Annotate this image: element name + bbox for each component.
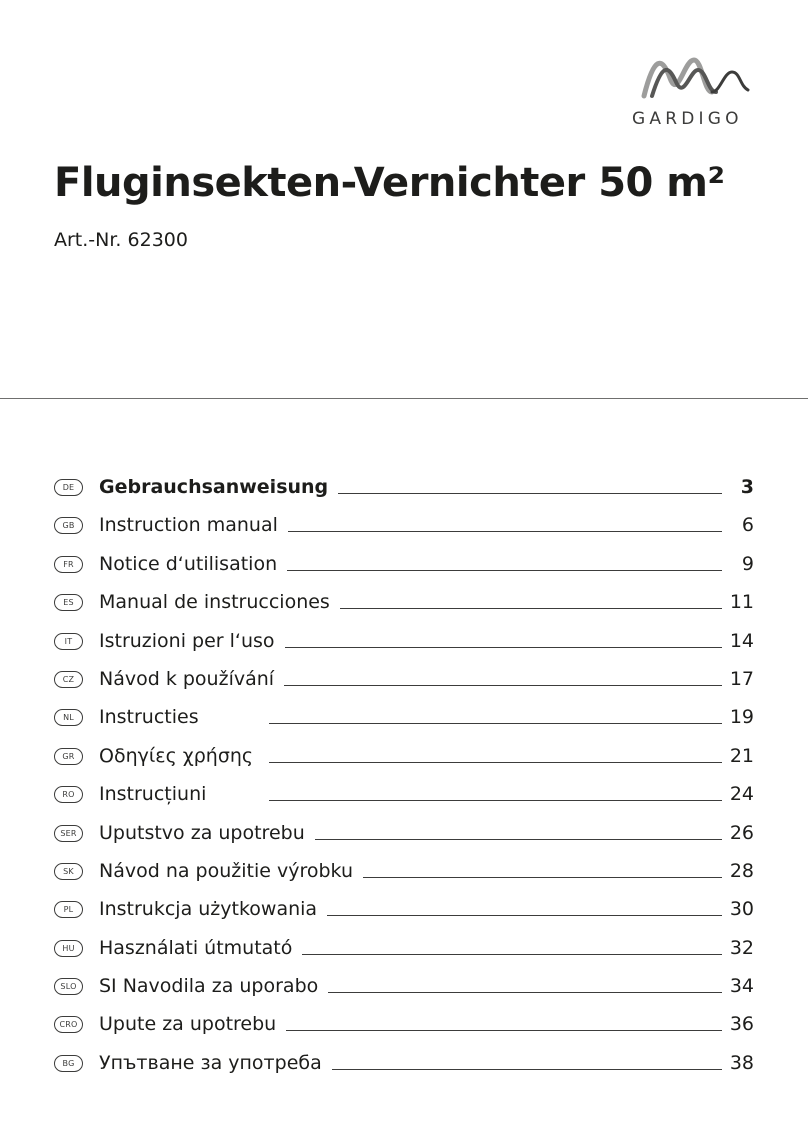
toc-page-number: 30 bbox=[729, 898, 754, 921]
leader-line bbox=[315, 839, 722, 840]
leader-line bbox=[269, 800, 722, 801]
toc-label: Használati útmutató bbox=[99, 936, 293, 959]
divider bbox=[0, 398, 808, 399]
language-code-badge: NL bbox=[54, 709, 83, 726]
leader-line bbox=[288, 531, 722, 532]
leader-line bbox=[338, 493, 722, 494]
toc-row-cz bbox=[54, 660, 754, 698]
brand-name: GARDIGO bbox=[632, 109, 743, 129]
toc-row-ro bbox=[54, 775, 754, 813]
toc-page-number: 28 bbox=[729, 859, 754, 882]
toc-row-slo bbox=[54, 967, 754, 1005]
language-code-badge: ES bbox=[54, 594, 83, 611]
leader-line bbox=[285, 647, 722, 648]
leader-line bbox=[327, 915, 722, 916]
leader-line bbox=[363, 877, 722, 878]
toc-page-number: 6 bbox=[741, 514, 754, 537]
language-code-badge: BG bbox=[54, 1055, 83, 1072]
toc-page-number: 38 bbox=[729, 1051, 754, 1074]
toc-label: Instrucțiuni bbox=[99, 783, 207, 806]
toc-row-gr bbox=[54, 737, 754, 775]
toc-row-nl bbox=[54, 698, 754, 736]
toc-page-number: 36 bbox=[729, 1013, 754, 1036]
toc-label: SI Navodila za uporabo bbox=[99, 975, 319, 998]
leader-line bbox=[286, 1030, 722, 1031]
toc-page-number: 26 bbox=[729, 821, 754, 844]
toc-label: Uputstvo za upotrebu bbox=[99, 821, 305, 844]
language-code-badge: GB bbox=[54, 517, 83, 534]
toc-label: Istruzioni per l‘uso bbox=[99, 629, 275, 652]
toc-row-fr bbox=[54, 545, 754, 583]
toc-row-hu bbox=[54, 929, 754, 967]
language-code-badge: CZ bbox=[54, 671, 83, 688]
language-code-badge: FR bbox=[54, 556, 83, 573]
toc-row-gb bbox=[54, 506, 754, 544]
toc-label: Návod k používání bbox=[99, 667, 275, 690]
leader-line bbox=[287, 570, 722, 571]
leader-line bbox=[328, 992, 722, 993]
article-number: Art.-Nr. 62300 bbox=[54, 229, 188, 251]
language-code-badge: DE bbox=[54, 479, 83, 496]
toc-page-number: 34 bbox=[729, 975, 754, 998]
toc-page-number: 21 bbox=[729, 744, 754, 767]
toc-label: Instructies bbox=[99, 706, 199, 729]
toc-label: Upute za upotrebu bbox=[99, 1013, 277, 1036]
leader-line bbox=[302, 954, 722, 955]
language-code-badge: RO bbox=[54, 786, 83, 803]
table-of-contents bbox=[54, 468, 754, 1082]
toc-row-de bbox=[54, 468, 754, 506]
toc-label: Manual de instrucciones bbox=[99, 591, 330, 614]
brand-logo bbox=[632, 52, 756, 132]
toc-page-number: 17 bbox=[729, 667, 754, 690]
toc-label: Упътване за употреба bbox=[99, 1051, 322, 1074]
language-code-badge: IT bbox=[54, 633, 83, 650]
toc-row-pl bbox=[54, 890, 754, 928]
toc-page-number: 3 bbox=[740, 476, 754, 498]
toc-page-number: 32 bbox=[729, 936, 754, 959]
toc-row-bg bbox=[54, 1044, 754, 1082]
toc-label: Οδηγίες χρήσης bbox=[99, 744, 254, 767]
toc-page-number: 19 bbox=[729, 706, 754, 729]
toc-row-es bbox=[54, 583, 754, 621]
language-code-badge: GR bbox=[54, 748, 83, 765]
toc-row-ser bbox=[54, 814, 754, 852]
language-code-badge: SK bbox=[54, 863, 83, 880]
gardigo-wave-logo-icon bbox=[640, 52, 752, 100]
toc-label: Návod na použitie výrobku bbox=[99, 859, 354, 882]
toc-label: Gebrauchsanweisung bbox=[99, 476, 329, 498]
toc-page-number: 9 bbox=[741, 552, 754, 575]
language-code-badge: SLO bbox=[54, 978, 83, 995]
leader-line bbox=[269, 723, 722, 724]
language-code-badge: PL bbox=[54, 901, 83, 918]
toc-page-number: 14 bbox=[729, 629, 754, 652]
toc-row-it bbox=[54, 622, 754, 660]
leader-line bbox=[332, 1069, 722, 1070]
leader-line bbox=[269, 762, 722, 763]
toc-label: Instrukcja użytkowania bbox=[99, 898, 318, 921]
toc-page-number: 11 bbox=[729, 591, 754, 614]
toc-row-cro bbox=[54, 1005, 754, 1043]
document-title: Fluginsekten-Vernichter 50 m² bbox=[54, 160, 725, 206]
leader-line bbox=[340, 608, 722, 609]
toc-page-number: 24 bbox=[729, 783, 754, 806]
toc-label: Notice d‘utilisation bbox=[99, 552, 278, 575]
language-code-badge: SER bbox=[54, 825, 83, 842]
language-code-badge: CRO bbox=[54, 1016, 83, 1033]
toc-row-sk bbox=[54, 852, 754, 890]
toc-label: Instruction manual bbox=[99, 514, 278, 537]
leader-line bbox=[284, 685, 722, 686]
language-code-badge: HU bbox=[54, 940, 83, 957]
